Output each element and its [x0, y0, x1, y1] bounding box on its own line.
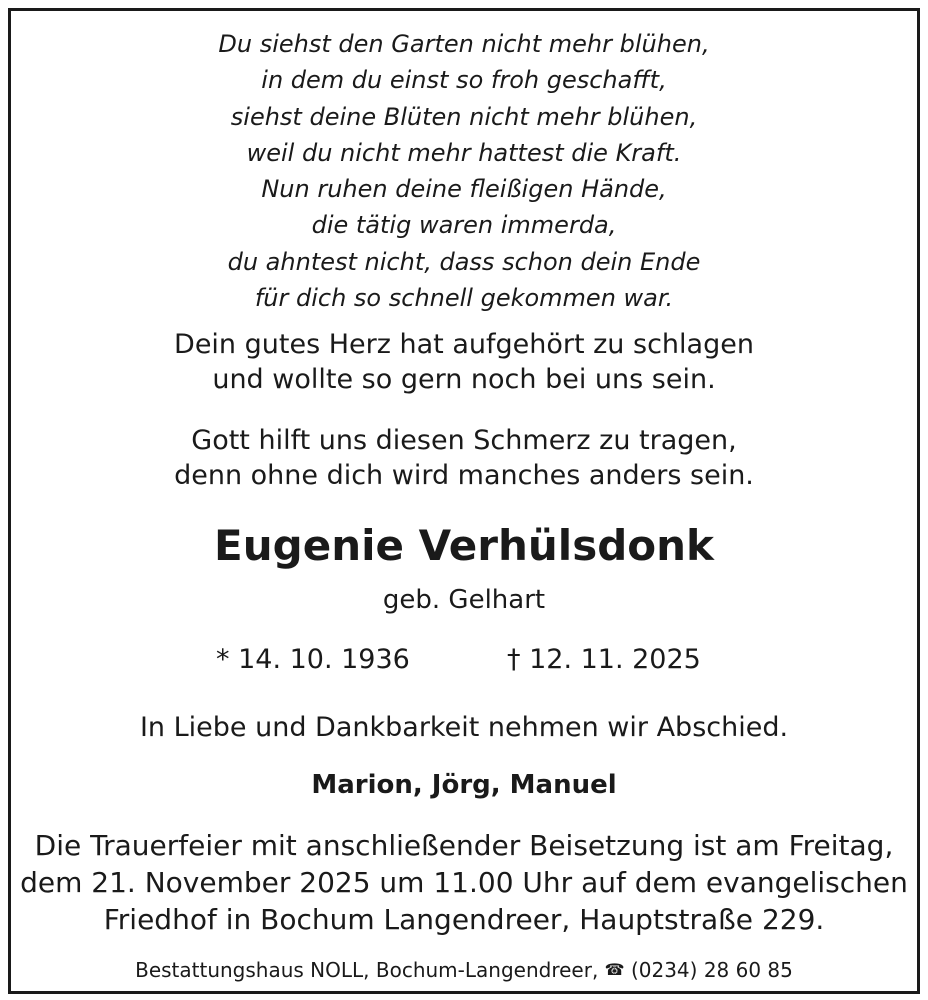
telephone-icon: ☎: [604, 960, 625, 979]
birth-name: geb. Gelhart: [382, 585, 546, 615]
poem-line: siehst deine Blüten nicht mehr blühen,: [230, 102, 698, 131]
verse-line: Dein gutes Herz hat aufgehört zu schlagen: [174, 329, 754, 360]
funeral-home-name: Bestattungshaus NOLL, Bochum-Langendreer,: [135, 958, 599, 982]
obituary-frame: [8, 8, 920, 994]
funeral-home-phone: (0234) 28 60 85: [630, 958, 793, 982]
poem-line: die tätig waren immerda,: [311, 211, 617, 240]
obituary-content: [11, 11, 917, 991]
poem-line: Nun ruhen deine fleißigen Hände,: [261, 175, 667, 204]
service-details: [11, 827, 917, 938]
poem-line: in dem du einst so froh geschafft,: [261, 66, 667, 95]
verse-line: und wollte so gern noch bei uns sein.: [212, 364, 716, 395]
farewell-line: In Liebe und Dankbarkeit nehmen wir Abschied.: [139, 712, 789, 743]
poem-line: du ahntest nicht, dass schon dein Ende: [227, 247, 701, 276]
death-date: † 12. 11. 2025: [507, 644, 701, 675]
deceased-name: Eugenie Verhülsdonk: [214, 521, 714, 570]
poem-line: für dich so schnell gekommen war.: [254, 284, 674, 313]
poem-line: Du siehst den Garten nicht mehr blühen,: [218, 30, 710, 58]
poem: [11, 26, 917, 316]
verse-pain: [11, 423, 917, 493]
verse-heart: [11, 327, 917, 397]
service-line: dem 21. November 2025 um 11.00 Uhr auf dem evangelischen: [20, 866, 908, 899]
poem-line: weil du nicht mehr hattest die Kraft.: [246, 138, 682, 167]
verse-line: denn ohne dich wird manches anders sein.: [174, 460, 754, 491]
funeral-home: [11, 956, 917, 984]
birth-date: * 14. 10. 1936: [216, 644, 410, 675]
family-names: Marion, Jörg, Manuel: [311, 770, 617, 800]
verse-line: Gott hilft uns diesen Schmerz zu tragen,: [191, 425, 737, 456]
service-line: Die Trauerfeier mit anschließender Beisetzung ist am Freitag,: [34, 829, 894, 862]
service-line: Friedhof in Bochum Langendreer, Hauptstraße 229.: [103, 903, 825, 936]
